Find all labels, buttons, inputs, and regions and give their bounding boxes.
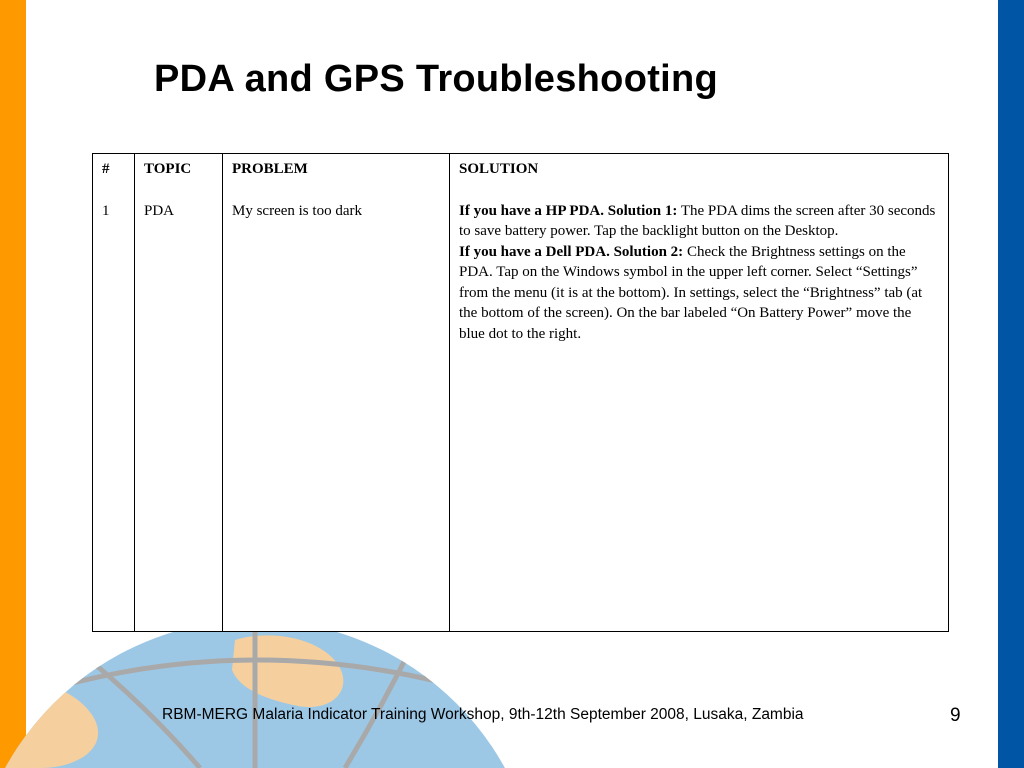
solution-1 [459,201,939,242]
footer-text: RBM-MERG Malaria Indicator Training Workshop, 9th-12th September 2008, Lusaka, Zambia [162,706,804,723]
slide-title: PDA and GPS Troubleshooting [154,58,719,100]
troubleshooting-table [92,153,949,632]
solution-cell [450,154,949,632]
row-topic: PDA [144,202,175,219]
column-header-topic: TOPIC [144,161,192,177]
problem-cell [223,154,450,632]
table-row [93,154,949,632]
topic-cell [135,154,223,632]
column-header-number: # [102,161,110,177]
row-problem: My screen is too dark [232,202,362,219]
row-number: 1 [102,202,110,219]
solution-2-lead: If you have a Dell PDA. Solution 2: [459,243,684,260]
column-header-problem: PROBLEM [232,161,308,177]
solution-1-lead: If you have a HP PDA. Solution 1: [459,202,678,219]
column-header-solution: SOLUTION [459,161,539,177]
solution-1-text: The PDA dims the screen after 30 seconds to save battery power. Tap the backlight button on the Desktop. [459,202,936,239]
page-number: 9 [950,705,961,726]
solution-2 [459,242,939,345]
number-cell [93,154,135,632]
solution-2-text: Check the Brightness settings on the PDA. Tap on the Windows symbol in the upper left corner. Select “Settings” from the menu (it is at the bottom). In settings, select the “Brightness” tab (at the bottom of the screen). On the bar labeled “On Battery Power” move the blue dot to the right. [459,243,923,342]
